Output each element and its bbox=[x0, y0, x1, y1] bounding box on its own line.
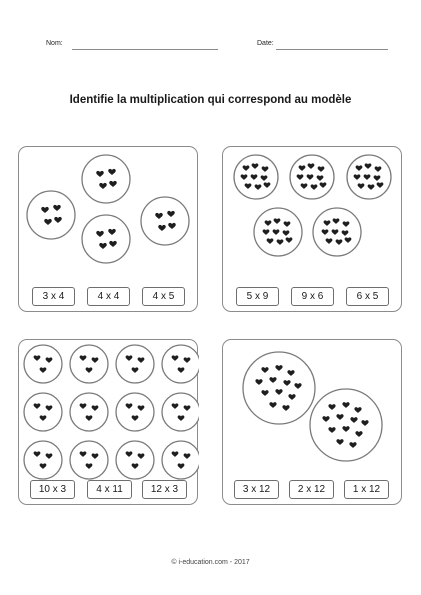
group-circle bbox=[141, 197, 189, 245]
group-circle bbox=[162, 345, 199, 383]
group-circle bbox=[27, 191, 75, 239]
exercise-card-4 bbox=[222, 339, 402, 505]
group-circle bbox=[313, 208, 361, 256]
answer-option[interactable]: 3 x 4 bbox=[32, 287, 75, 306]
date-label: Date: bbox=[257, 40, 274, 47]
exercise-card-1 bbox=[18, 146, 198, 312]
group-circle bbox=[70, 441, 108, 479]
answer-option[interactable]: 9 x 6 bbox=[291, 287, 334, 306]
group-circle bbox=[70, 345, 108, 383]
group-circle bbox=[254, 208, 302, 256]
exercise-card-3 bbox=[18, 339, 198, 505]
answer-option[interactable]: 3 x 12 bbox=[234, 480, 279, 499]
group-circle bbox=[290, 155, 334, 199]
footer-copyright: © i-education.com - 2017 bbox=[171, 559, 250, 566]
exercise-card-2 bbox=[222, 146, 402, 312]
group-circle bbox=[24, 393, 62, 431]
group-circle bbox=[162, 393, 199, 431]
group-circle bbox=[82, 155, 130, 203]
answer-option[interactable]: 4 x 5 bbox=[142, 287, 185, 306]
answer-option[interactable]: 10 x 3 bbox=[30, 480, 75, 499]
answer-option[interactable]: 6 x 5 bbox=[346, 287, 389, 306]
group-circle bbox=[116, 441, 154, 479]
group-circle bbox=[70, 393, 108, 431]
group-circle bbox=[116, 393, 154, 431]
group-circle bbox=[24, 441, 62, 479]
answer-option[interactable]: 12 x 3 bbox=[142, 480, 187, 499]
group-circle bbox=[234, 155, 278, 199]
answer-option[interactable]: 4 x 11 bbox=[87, 480, 132, 499]
name-label: Nom: bbox=[46, 40, 63, 47]
date-field[interactable] bbox=[276, 49, 388, 50]
answer-option[interactable]: 5 x 9 bbox=[236, 287, 279, 306]
group-circle bbox=[243, 352, 315, 424]
answer-option[interactable]: 2 x 12 bbox=[289, 480, 334, 499]
group-circle bbox=[310, 389, 382, 461]
group-circle bbox=[24, 345, 62, 383]
answer-option[interactable]: 1 x 12 bbox=[344, 480, 389, 499]
page-title: Identifie la multiplication qui correspond au modèle bbox=[69, 94, 352, 106]
group-circle bbox=[162, 441, 199, 479]
group-circle bbox=[116, 345, 154, 383]
name-field[interactable] bbox=[72, 49, 218, 50]
group-circle bbox=[347, 155, 391, 199]
group-circle bbox=[82, 215, 130, 263]
answer-option[interactable]: 4 x 4 bbox=[87, 287, 130, 306]
